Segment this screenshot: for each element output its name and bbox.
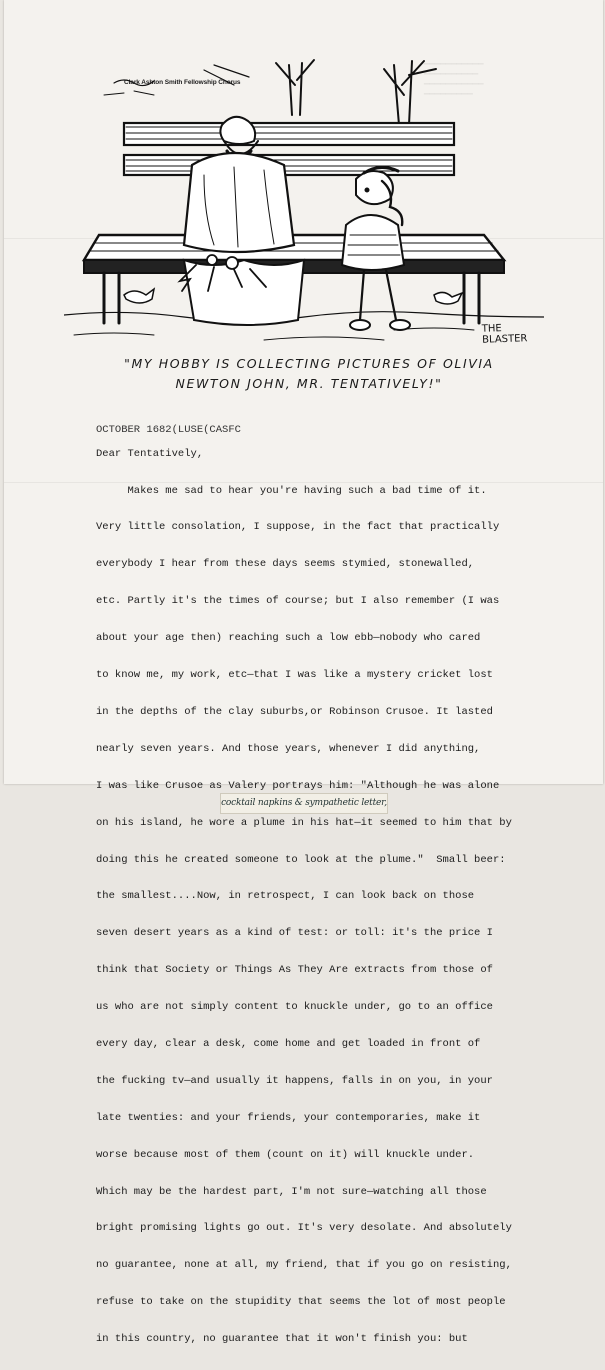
- letter-line: worse because most of them (count on it) will knuckle under.: [96, 1148, 475, 1161]
- letter-line: seven desert years as a kind of test: or toll: it's the price I: [96, 927, 493, 940]
- letter-line: I was like Crusoe as Valery portrays him: "Although he was alone: [96, 779, 500, 792]
- letter-line: bright promising lights go out. It's very desolate. And absolutely: [96, 1222, 512, 1235]
- letter-line: in this country, no guarantee that it won't finish you: but: [96, 1333, 468, 1346]
- artist-signature: THE BLASTER: [481, 323, 528, 346]
- letter-body: [96, 460, 605, 1370]
- cartoon-caption-line: NEWTON JOHN, MR. TENTATIVELY!": [175, 376, 443, 391]
- letter-line: late twenties: and your friends, your contemporaries, make it: [96, 1111, 481, 1124]
- letter-line: refuse to take on the stupidity that seems the lot of most people: [96, 1296, 506, 1309]
- letter-salutation: Dear Tentatively,: [96, 448, 204, 460]
- letter-line: every day, clear a desk, come home and get loaded in front of: [96, 1037, 481, 1050]
- letter-line: Very little consolation, I suppose, in the fact that practically: [96, 521, 500, 534]
- letter-line: about your age then) reaching such a low ebb—nobody who cared: [96, 632, 481, 645]
- letter-line: us who are not simply content to knuckle under, go to an office: [96, 1001, 493, 1014]
- letter-line: nearly seven years. And those years, whenever I did anything,: [96, 742, 481, 755]
- letter-line: think that Society or Things As They Are extracts from those of: [96, 964, 493, 977]
- letter-line: the smallest....Now, in retrospect, I can look back on those: [96, 890, 475, 903]
- letter-line: to know me, my work, etc—that I was like a mystery cricket lost: [96, 669, 493, 682]
- letter-line: doing this he created someone to look at the plume." Small beer:: [96, 853, 506, 866]
- letter-line: the fucking tv—and usually it happens, falls in on you, in your: [96, 1074, 493, 1087]
- bleed-through: ━━━━━━━━━━━ ━━━━━━━━━━ ━━━━━━━━━━━ ━━━━━━━━━: [424, 60, 484, 100]
- park-bench-cartoon: [64, 55, 544, 355]
- credit-line: Clark Ashton Smith Fellowship Chorus: [124, 79, 241, 86]
- letter-line: Which may be the hardest part, I'm not sure—watching all those: [96, 1185, 487, 1198]
- letter-line: on his island, he wore a plume in his hat—it seemed to him that by: [96, 816, 512, 829]
- letter-line: everybody I hear from these days seems stymied, stonewalled,: [96, 558, 475, 571]
- letter-dateline: OCTOBER 1682(LUSE(CASFC: [96, 424, 241, 436]
- letter-line: Makes me sad to hear you're having such a bad time of it.: [96, 484, 487, 497]
- cartoon-caption-line: "MY HOBBY IS COLLECTING PICTURES OF OLIVIA: [124, 356, 494, 371]
- letter-line: etc. Partly it's the times of course; but I also remember (I was: [96, 595, 500, 608]
- letter-line: in the depths of the clay suburbs,or Robinson Crusoe. It lasted: [96, 705, 493, 718]
- letter-line: no guarantee, none at all, my friend, that if you go on resisting,: [96, 1259, 512, 1272]
- handwritten-caption-label: cocktail napkins & sympathetic letter,: [220, 793, 388, 814]
